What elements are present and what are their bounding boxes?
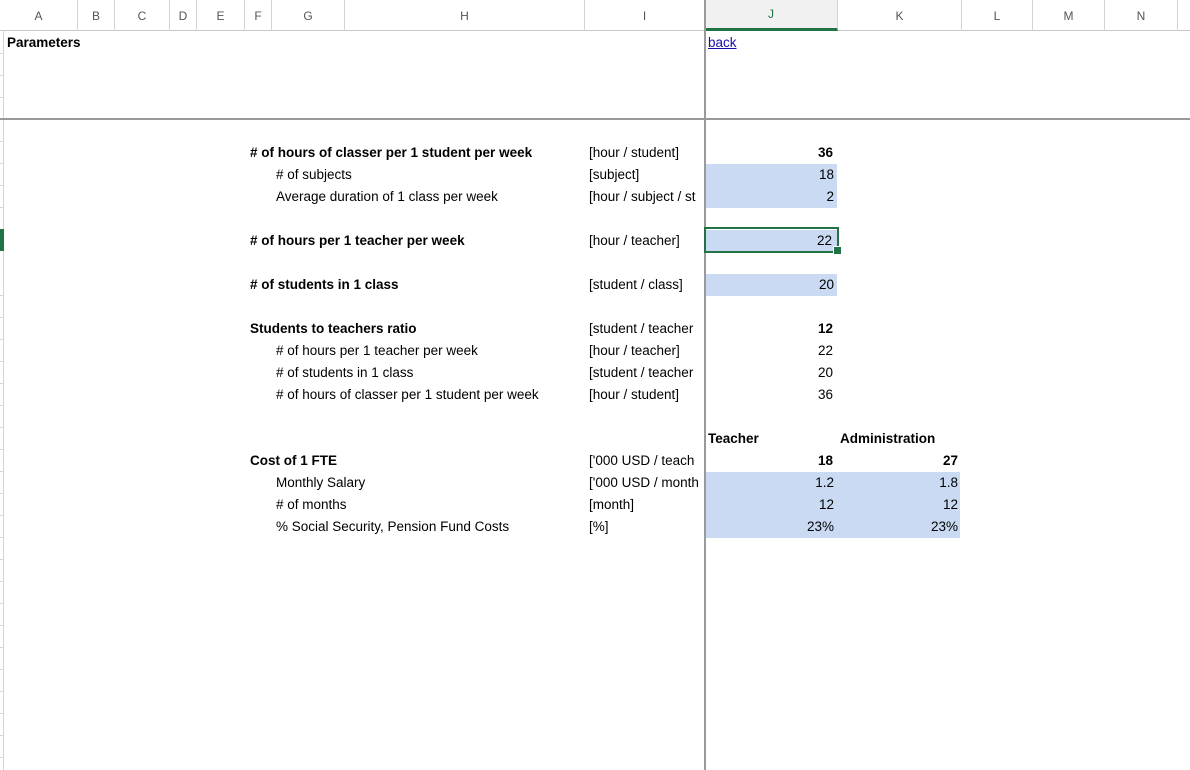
freeze-pane-horizontal — [0, 118, 1190, 120]
hours-student-unit: [hour / student] — [589, 145, 680, 160]
ratio-unit: [student / teacher — [589, 321, 694, 336]
students-class-input[interactable]: 20 — [706, 274, 837, 296]
column-header-c[interactable]: C — [115, 0, 170, 31]
monthly-salary-administration-input[interactable]: 1.8 — [838, 472, 960, 494]
social-security-unit: [%] — [589, 519, 609, 534]
selected-cell-border — [704, 227, 839, 253]
class-duration-label: Average duration of 1 class per week — [276, 189, 498, 204]
administration-column-header: Administration — [840, 431, 936, 446]
active-row-indicator — [0, 229, 4, 251]
months-label: # of months — [276, 497, 347, 512]
column-header-j[interactable]: J — [705, 0, 838, 31]
column-header-g[interactable]: G — [272, 0, 345, 31]
subjects-input[interactable]: 18 — [706, 164, 837, 186]
column-header-e[interactable]: E — [197, 0, 245, 31]
hours-teacher-input[interactable]: 22 — [706, 230, 837, 252]
fill-handle[interactable] — [833, 246, 842, 255]
column-header-i[interactable]: I — [585, 0, 705, 31]
subjects-unit: [subject] — [589, 167, 640, 182]
ratio-students-class-value[interactable]: 20 — [817, 365, 833, 380]
students-class-unit: [student / class] — [589, 277, 683, 292]
ratio-hours-student-value[interactable]: 36 — [817, 387, 833, 402]
months-administration-input[interactable]: 12 — [838, 494, 960, 516]
social-security-teacher-input[interactable]: 23% — [706, 516, 838, 538]
hours-student-value[interactable]: 36 — [817, 145, 833, 160]
hours-teacher-unit: [hour / teacher] — [589, 233, 680, 248]
column-header-b[interactable]: B — [78, 0, 115, 31]
hours-teacher-label: # of hours per 1 teacher per week — [250, 233, 465, 248]
column-header-n[interactable]: N — [1105, 0, 1178, 31]
sheet-title: Parameters — [7, 35, 81, 50]
ratio-hours-teacher-label: # of hours per 1 teacher per week — [276, 343, 478, 358]
ratio-hours-teacher-unit: [hour / teacher] — [589, 343, 680, 358]
students-class-label: # of students in 1 class — [250, 277, 399, 292]
teacher-column-header: Teacher — [708, 431, 759, 446]
months-teacher-input[interactable]: 12 — [706, 494, 838, 516]
ratio-value[interactable]: 12 — [817, 321, 833, 336]
class-duration-unit: [hour / subject / st — [589, 189, 696, 204]
cost-fte-label: Cost of 1 FTE — [250, 453, 337, 468]
back-link[interactable]: back — [708, 35, 737, 50]
monthly-salary-unit: ['000 USD / month — [589, 475, 699, 490]
cost-fte-teacher[interactable]: 18 — [817, 453, 833, 468]
column-header-f[interactable]: F — [245, 0, 272, 31]
ratio-hours-teacher-value[interactable]: 22 — [817, 343, 833, 358]
ratio-label: Students to teachers ratio — [250, 321, 417, 336]
months-unit: [month] — [589, 497, 635, 512]
ratio-students-class-label: # of students in 1 class — [276, 365, 414, 380]
column-header-k[interactable]: K — [838, 0, 962, 31]
column-header-a[interactable]: A — [0, 0, 78, 31]
column-header-m[interactable]: M — [1033, 0, 1105, 31]
column-header-l[interactable]: L — [962, 0, 1033, 31]
subjects-label: # of subjects — [276, 167, 352, 182]
column-header-h[interactable]: H — [345, 0, 585, 31]
cost-fte-administration[interactable]: 27 — [942, 453, 958, 468]
row-header-strip[interactable] — [0, 31, 4, 770]
monthly-salary-teacher-input[interactable]: 1.2 — [706, 472, 838, 494]
ratio-hours-student-label: # of hours of classer per 1 student per week — [276, 387, 539, 402]
ratio-students-class-unit: [student / teacher — [589, 365, 694, 380]
hours-student-label: # of hours of classer per 1 student per week — [250, 145, 533, 160]
class-duration-input[interactable]: 2 — [706, 186, 837, 208]
column-header-bar — [0, 0, 1190, 31]
monthly-salary-label: Monthly Salary — [276, 475, 366, 490]
ratio-hours-student-unit: [hour / student] — [589, 387, 680, 402]
cost-fte-unit: ['000 USD / teach — [589, 453, 695, 468]
column-header-d[interactable]: D — [170, 0, 197, 31]
social-security-label: % Social Security, Pension Fund Costs — [276, 519, 510, 534]
social-security-administration-input[interactable]: 23% — [838, 516, 960, 538]
